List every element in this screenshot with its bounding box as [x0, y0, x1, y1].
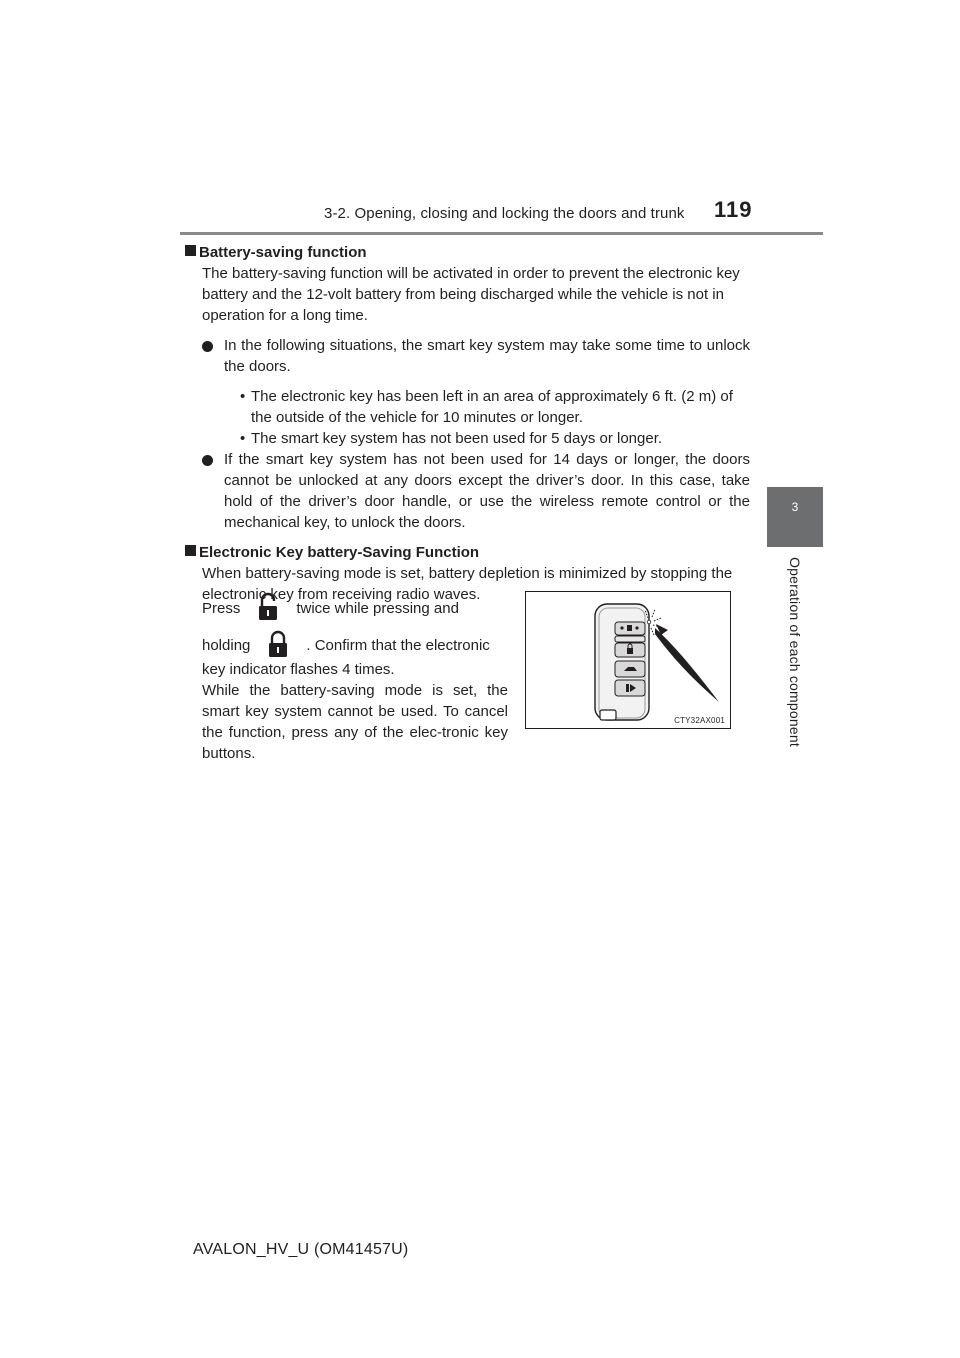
- figure-code: CTY32AX001: [674, 716, 725, 725]
- footer-model-code: AVALON_HV_U (OM41457U): [193, 1241, 409, 1258]
- bullet-item: In the following situations, the smart key system may take some time to unlock the doors.: [185, 335, 750, 377]
- sub-bullet-item: • The electronic key has been left in an area of approximately 6 ft. (2 m) of the outside of the vehicle for 10 minutes or longer.: [240, 388, 733, 426]
- section-header-title: 3-2. Opening, closing and locking the doors and trunk: [324, 205, 685, 222]
- square-bullet-icon: [185, 245, 196, 256]
- header-divider: [180, 232, 823, 235]
- sub-bullet-item: • The smart key system has not been used for 5 days or longer.: [240, 430, 663, 447]
- smart-key-fob-icon: [526, 592, 730, 728]
- lock-icon: [262, 629, 294, 659]
- chapter-caption: Operation of each component: [787, 557, 803, 747]
- smart-key-illustration: [525, 591, 731, 729]
- square-bullet-icon: [185, 545, 196, 556]
- electronic-key-heading: Electronic Key battery-Saving Function: [185, 542, 750, 563]
- round-bullet-icon: [202, 455, 213, 466]
- battery-saving-intro: The battery-saving function will be activated in order to prevent the electronic key battery and the 12-volt battery from being discharged while the vehicle is not in operation for a long time.: [202, 265, 740, 324]
- chapter-tab: [767, 487, 823, 547]
- page-number: 119: [714, 197, 753, 222]
- page-content: [185, 242, 750, 605]
- chapter-tab-number: 3: [791, 500, 799, 514]
- round-bullet-icon: [202, 341, 213, 352]
- key-instructions: Press twice while pressing and holding . Confirm that the electronic key indicator flashes 4 times. While the battery-saving mode is set, the smart key system cannot be used. To cancel the function, press any of the elec-tronic key buttons.: [202, 592, 508, 764]
- electronic-key-intro: When battery-saving mode is set, battery depletion is minimized by stopping the electronic key from receiving radio waves.: [202, 565, 733, 603]
- unlock-icon: [252, 592, 284, 622]
- bullet-item: If the smart key system has not been used for 14 days or longer, the doors cannot be unlocked at any doors except the driver’s door. In this case, take hold of the driver’s door handle, or use the wireless remote control or the mechanical key, to unlock the doors.: [185, 449, 750, 533]
- battery-saving-heading: Battery-saving function: [185, 242, 750, 263]
